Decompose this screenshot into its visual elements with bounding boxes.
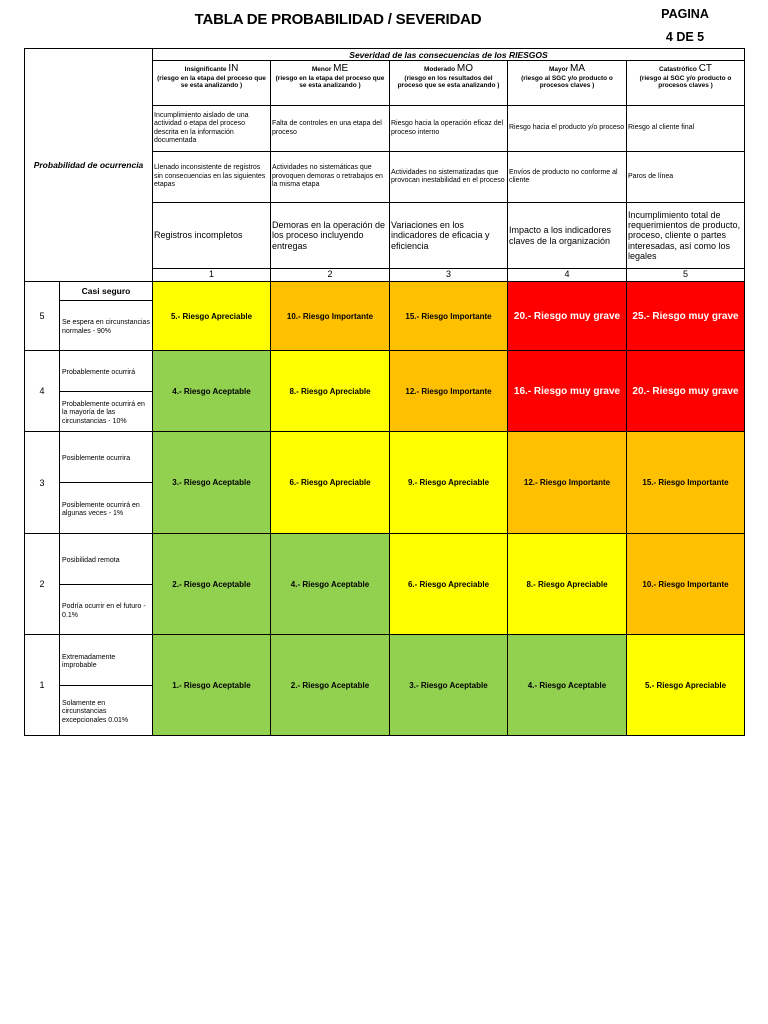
probability-level: Extremadamente improbable [59, 634, 153, 686]
probability-description: Se espera en circunstancias normales - 90% [59, 300, 153, 351]
risk-cell: 4.- Riesgo Aceptable [152, 350, 271, 432]
probability-level: Casi seguro [59, 281, 153, 301]
severity-description: (riesgo al SGC y/o producto o procesos claves ) [639, 74, 732, 89]
risk-cell: 3.- Riesgo Aceptable [389, 634, 508, 736]
risk-cell: 15.- Riesgo Importante [389, 281, 508, 351]
risk-cell: 12.- Riesgo Importante [389, 350, 508, 432]
severity-column-header [270, 60, 390, 106]
risk-cell: 16.- Riesgo muy grave [507, 350, 627, 432]
severity-example: Envíos de producto no conforme al cliente [507, 151, 627, 203]
probability-level: Probablemente ocurrirá [59, 350, 153, 392]
severity-example: Llenado inconsistente de registros sin consecuencias en las siguientes etapas [152, 151, 271, 203]
risk-cell: 2.- Riesgo Aceptable [270, 634, 390, 736]
page-label: PAGINA [661, 7, 709, 21]
severity-example: Actividades no sistematizadas que provocan inestabilidad en el proceso [389, 151, 508, 203]
severity-column-header [389, 60, 508, 106]
risk-cell: 12.- Riesgo Importante [507, 431, 627, 534]
severity-example: Paros de línea [626, 151, 745, 203]
severity-example: Incumplimiento aislado de una actividad o etapa del proceso descrita en la información documentada [152, 105, 271, 152]
risk-cell: 1.- Riesgo Aceptable [152, 634, 271, 736]
probability-description: Solamente en circunstancias excepcionales 0.01% [59, 685, 153, 736]
risk-cell: 20.- Riesgo muy grave [626, 350, 745, 432]
severity-example: Impacto a los indicadores claves de la organización [507, 202, 627, 269]
severity-example: Variaciones en los indicadores de eficacia y eficiencia [389, 202, 508, 269]
severity-number: 3 [389, 268, 508, 282]
document-title: TABLA DE PROBABILIDAD / SEVERIDAD [194, 11, 482, 28]
severity-example: Riesgo hacia la operación eficaz del proceso interno [389, 105, 508, 152]
risk-cell: 10.- Riesgo Importante [626, 533, 745, 635]
risk-cell: 8.- Riesgo Apreciable [270, 350, 390, 432]
severity-name: Insignificante [184, 66, 227, 73]
probability-number: 2 [24, 533, 60, 635]
severity-column-header [152, 60, 271, 106]
probability-description: Probablemente ocurrirá en la mayoría de las circunstancias - 10% [59, 391, 153, 432]
severity-example: Riesgo al cliente final [626, 105, 745, 152]
risk-cell: 3.- Riesgo Aceptable [152, 431, 271, 534]
severity-number: 1 [152, 268, 271, 282]
severity-example: Falta de controles en una etapa del proceso [270, 105, 390, 152]
severity-example: Registros incompletos [152, 202, 271, 269]
risk-cell: 4.- Riesgo Aceptable [270, 533, 390, 635]
risk-cell: 8.- Riesgo Apreciable [507, 533, 627, 635]
risk-cell: 20.- Riesgo muy grave [507, 281, 627, 351]
probability-number: 1 [24, 634, 60, 736]
severity-column-header [626, 60, 745, 106]
risk-cell: 10.- Riesgo Importante [270, 281, 390, 351]
probability-number: 4 [24, 350, 60, 432]
page-number: 4 DE 5 [665, 30, 705, 44]
severity-description: (riesgo en los resultados del proceso que se esta analizando ) [397, 74, 500, 89]
severity-code: MO [456, 63, 473, 74]
risk-cell: 5.- Riesgo Apreciable [626, 634, 745, 736]
risk-cell: 5.- Riesgo Apreciable [152, 281, 271, 351]
severity-number: 5 [626, 268, 745, 282]
severity-example: Actividades no sistemáticas que provoquen demoras o retrabajos en la misma etapa [270, 151, 390, 203]
probability-level: Posiblemente ocurrira [59, 431, 153, 483]
severity-code: MA [569, 63, 585, 74]
risk-cell: 25.- Riesgo muy grave [626, 281, 745, 351]
severity-description: (riesgo al SGC y/o producto o procesos claves ) [521, 74, 613, 89]
probability-description: Podría ocurrir en el futuro - 0.1% [59, 584, 153, 635]
risk-cell: 15.- Riesgo Importante [626, 431, 745, 534]
severity-header: Severidad de las consecuencias de los RIESGOS [152, 48, 745, 61]
probability-description: Posiblemente ocurrirá en algunas veces - 1% [59, 482, 153, 534]
page-indicator [640, 3, 730, 49]
severity-name: Mayor [549, 66, 569, 73]
probability-number: 5 [24, 281, 60, 351]
severity-number: 4 [507, 268, 627, 282]
severity-name: Catastrófico [658, 66, 697, 73]
risk-cell: 4.- Riesgo Aceptable [507, 634, 627, 736]
severity-code: ME [333, 63, 349, 74]
severity-code: CT [698, 63, 713, 74]
probability-level: Posibilidad remota [59, 533, 153, 585]
severity-example: Riesgo hacia el producto y/o proceso [507, 105, 627, 152]
severity-description: (riesgo en la etapa del proceso que se esta analizando ) [275, 74, 385, 89]
severity-name: Menor [311, 66, 332, 73]
severity-description: (riesgo en la etapa del proceso que se esta analizando ) [157, 74, 266, 89]
severity-example: Demoras en la operación de los proceso incluyendo entregas [270, 202, 390, 269]
severity-column-header [507, 60, 627, 106]
risk-cell: 9.- Riesgo Apreciable [389, 431, 508, 534]
risk-cell: 2.- Riesgo Aceptable [152, 533, 271, 635]
severity-number: 2 [270, 268, 390, 282]
severity-name: Moderado [424, 66, 456, 73]
risk-cell: 6.- Riesgo Apreciable [270, 431, 390, 534]
risk-cell: 6.- Riesgo Apreciable [389, 533, 508, 635]
probability-number: 3 [24, 431, 60, 534]
probability-label: Probabilidad de ocurrencia [24, 48, 153, 282]
severity-code: IN [228, 63, 239, 74]
severity-example: Incumplimiento total de requerimientos de producto, proceso, cliente o partes interesadas, así como los legales [626, 202, 745, 269]
